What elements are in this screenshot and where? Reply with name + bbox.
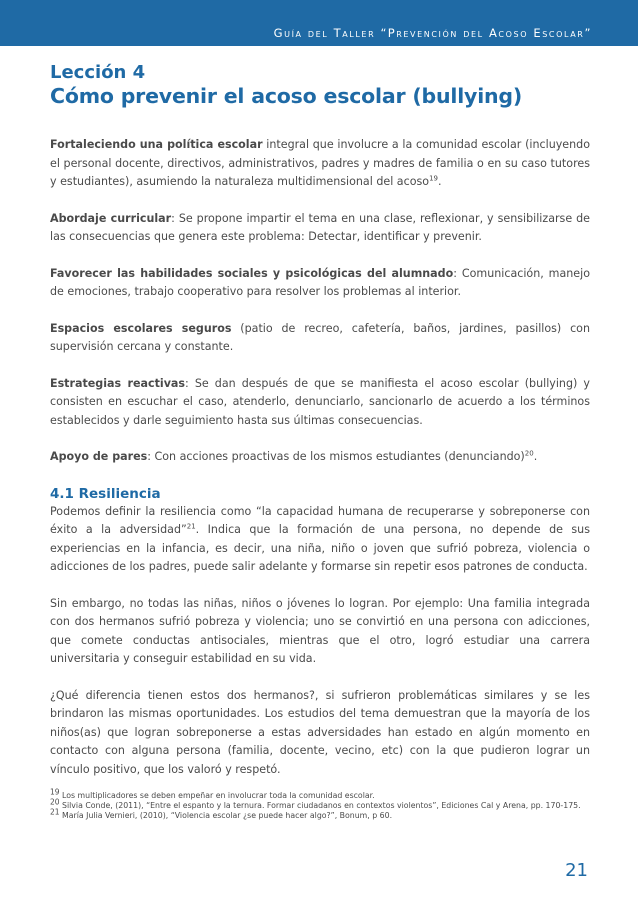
footnote-text: María Julia Vernieri, (2010), “Violencia escolar ¿se puede hacer algo?”, Bonum, p 60. xyxy=(59,811,393,820)
footnote-ref: 19 xyxy=(429,174,438,183)
header-band xyxy=(0,0,638,46)
footnote-ref: 20 xyxy=(524,449,534,458)
paragraph-text: : Se propone impartir el tema en una clase, reflexionar, y sensibilizarse de las consecuencias que genera este problema: Detectar, identificar y prevenir. xyxy=(50,211,590,243)
section-heading: 4.1 Resiliencia xyxy=(50,485,161,502)
paragraph-text: (patio de recreo, cafetería, baños, jardines, pasillos) con supervisión cercana y constante. xyxy=(50,321,590,353)
paragraph-text: : Comunicación, manejo de emociones, trabajo cooperativo para resolver los problemas al interior. xyxy=(50,266,590,298)
paragraph-bold-lead: Espacios escolares seguros xyxy=(50,321,232,335)
footnote-number: 19 xyxy=(50,787,60,797)
footnotes xyxy=(50,787,590,821)
footnote-text: Silvia Conde, (2011), “Entre el espanto y la ternura. Formar ciudadanos en contextos violentos”, Ediciones Cal y Arena, pp. 170-175. xyxy=(59,801,581,810)
paragraph-apoyo-pares xyxy=(50,448,590,467)
paragraph-bold-lead: Abordaje curricular xyxy=(50,211,172,225)
paragraph-text: : Se dan después de que se manifiesta el acoso escolar (bullying) y consisten en escuchar el caso, atenderlo, denunciarlo, sancionarlo de acuerdo a los términos establecidos y darle seguimiento hasta sus últimas consecuencias. xyxy=(50,376,590,427)
paragraph-espacios-seguros xyxy=(50,320,590,357)
paragraph-text: : Con acciones proactivas de los mismos estudiantes (denunciando) xyxy=(147,450,525,463)
page-content xyxy=(50,62,590,821)
paragraph-end: . xyxy=(533,450,538,463)
paragraph-bold-lead: Apoyo de pares xyxy=(50,450,148,463)
paragraph-text: Podemos definir la resiliencia como “la capacidad humana de recuperarse y sobreponerse con éxito a la adversidad” xyxy=(50,504,590,536)
footnote-21 xyxy=(50,807,590,821)
paragraph-text: . Indica que la formación de una persona, no depende de sus experiencias en la infancia, es decir, una niña, niño o joven que sufrió pobreza, violencia o adicciones de los padres, puede salir adelante y formarse sin repetir esos patrones de conducta. xyxy=(50,523,590,573)
paragraph-politica-escolar xyxy=(50,136,590,192)
lesson-title: Cómo prevenir el acoso escolar (bullying) xyxy=(50,84,523,108)
footnote-text: Los multiplicadores se deben empeñar en involucrar toda la comunidad escolar. xyxy=(59,791,375,800)
resiliencia-paragraph-2: Sin embargo, no todas las niñas, niños o jóvenes lo logran. Por ejemplo: Una familia integrada con dos hermanos sufrió pobreza y violencia; uno se convirtió en una persona con adicciones, que comete conductas antisociales, mientras que el otro, logró estudiar una carrera universitaria y conseguir estabilidad en su vida. xyxy=(50,596,590,665)
footnote-ref: 21 xyxy=(186,522,196,531)
resiliencia-paragraph-3: ¿Qué diferencia tienen estos dos hermanos?, si sufrieron problemáticas similares y se les brindaron las mismas oportunidades. Los estudios del tema demuestran que la mayoría de los niños(as) que logran sobreponerse a estas adversidades han estado en algún momento en contacto con alguna persona (familia, docente, vecino, etc) con la que pudieron lograr un vínculo positivo, que los valoró y respetó. xyxy=(50,688,590,776)
paragraph-bold-lead: Fortaleciendo una política escolar xyxy=(50,138,263,151)
paragraph-end: . xyxy=(437,175,442,188)
header-title: Guía del Taller “Prevención del Acoso Escolar” xyxy=(273,26,592,40)
footnote-19 xyxy=(50,787,590,801)
page-number: 21 xyxy=(565,860,588,881)
paragraph-estrategias-reactivas xyxy=(50,375,590,431)
footnote-20 xyxy=(50,797,590,811)
resiliencia-paragraph-1 xyxy=(50,503,590,577)
paragraph-bold-lead: Estrategias reactivas xyxy=(50,376,186,390)
footnote-number: 21 xyxy=(50,807,60,817)
paragraph-bold-lead: Favorecer las habilidades sociales y psicológicas del alumnado xyxy=(50,266,454,280)
lesson-label: Lección 4 xyxy=(50,62,146,83)
paragraph-habilidades xyxy=(50,265,590,302)
paragraph-text: integral que involucre a la comunidad escolar (incluyendo el personal docente, directivos, administrativos, padres y madres de familia o en su caso tutores y estudiantes), asumiendo la naturaleza multidimensional del acoso xyxy=(50,138,590,188)
paragraph-abordaje-curricular xyxy=(50,210,590,247)
footnote-number: 20 xyxy=(50,797,60,807)
